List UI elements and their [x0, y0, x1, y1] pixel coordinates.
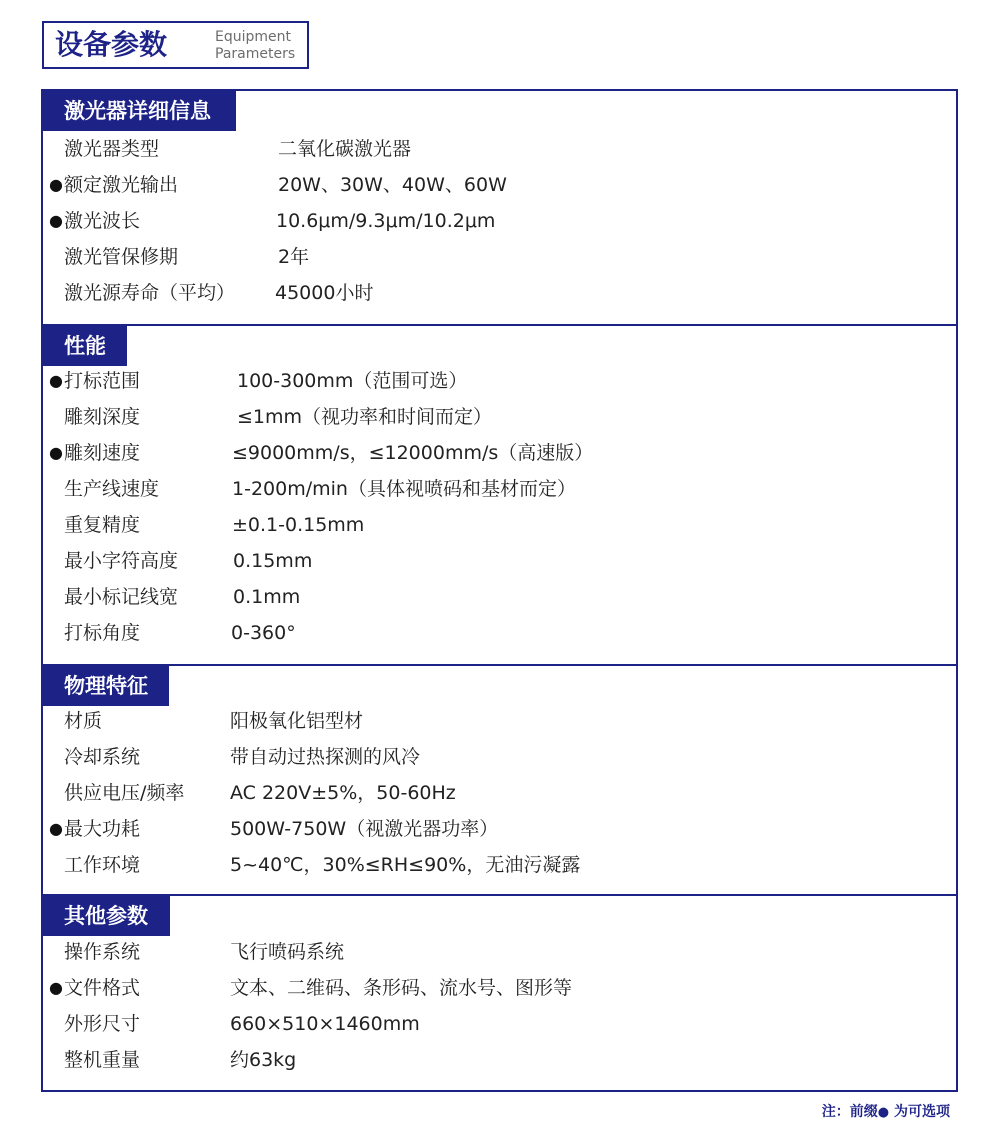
spec-value: 0.1mm: [233, 586, 301, 608]
section-header-laser-details: 激光器详细信息: [43, 91, 236, 131]
optional-bullet-icon: ●: [49, 211, 63, 230]
spec-value: 飞行喷码系统: [230, 941, 345, 963]
section-header-other: 其他参数: [43, 896, 170, 936]
spec-value: 100-300mm（范围可选）: [237, 370, 468, 392]
section-header-performance: 性能: [43, 326, 127, 366]
spec-label: 文件格式: [64, 977, 141, 999]
spec-value: 文本、二维码、条形码、流水号、图形等: [230, 977, 573, 999]
spec-row: [43, 399, 956, 435]
spec-value: 45000小时: [275, 282, 374, 304]
spec-row: [43, 739, 956, 775]
spec-label: 生产线速度: [64, 478, 160, 500]
spec-value: 2年: [278, 246, 310, 268]
spec-row: [43, 471, 956, 507]
optional-bullet-icon: ●: [49, 978, 63, 997]
page-title-chinese: 设备参数: [55, 28, 168, 61]
spec-value: ±0.1-0.15mm: [232, 514, 365, 536]
spec-value: 10.6μm/9.3μm/10.2μm: [276, 210, 496, 232]
page-title-english-line1: Equipment: [215, 29, 291, 45]
spec-label: 工作环境: [64, 854, 141, 876]
spec-label: 额定激光输出: [64, 174, 179, 196]
spec-value: 5~40℃，30%≤RH≤90%，无油污凝露: [230, 854, 581, 876]
section-header-physical: 物理特征: [43, 666, 169, 706]
spec-row: [43, 847, 956, 883]
page-title-english: [215, 29, 295, 63]
spec-label: 冷却系统: [64, 746, 141, 768]
spec-label: 激光器类型: [64, 138, 160, 160]
spec-row: [43, 239, 956, 275]
spec-label: 最大功耗: [64, 818, 141, 840]
spec-value: 二氧化碳激光器: [278, 138, 412, 160]
spec-row: [43, 811, 956, 847]
spec-value: 500W-750W（视激光器功率）: [230, 818, 499, 840]
spec-value: 1-200m/min（具体视喷码和基材而定）: [232, 478, 576, 500]
spec-label: 最小字符高度: [64, 550, 179, 572]
footnote-suffix: 为可选项: [894, 1104, 950, 1120]
spec-row: [43, 543, 956, 579]
spec-row: [43, 507, 956, 543]
spec-label: 打标角度: [64, 622, 141, 644]
footnote: [822, 1101, 950, 1121]
spec-value: 660×510×1460mm: [230, 1013, 420, 1035]
optional-bullet-icon: ●: [49, 371, 63, 390]
spec-row: [43, 970, 956, 1006]
spec-label: 外形尺寸: [64, 1013, 141, 1035]
spec-value: AC 220V±5%，50-60Hz: [230, 782, 456, 804]
spec-row: [43, 703, 956, 739]
spec-label: 重复精度: [64, 514, 141, 536]
spec-value: ≤9000mm/s，≤12000mm/s（高速版）: [232, 442, 594, 464]
spec-value: 0.15mm: [233, 550, 313, 572]
spec-row: [43, 275, 956, 311]
spec-label: 激光源寿命（平均）: [64, 282, 236, 304]
spec-row: [43, 167, 956, 203]
spec-label: 激光管保修期: [64, 246, 179, 268]
section-divider: [43, 664, 956, 666]
spec-row: [43, 615, 956, 651]
spec-value: 20W、30W、40W、60W: [278, 174, 507, 196]
spec-label: 操作系统: [64, 941, 141, 963]
spec-label: 激光波长: [64, 210, 141, 232]
spec-row: [43, 775, 956, 811]
spec-row: [43, 579, 956, 615]
spec-label: 整机重量: [64, 1049, 141, 1071]
section-divider: [43, 894, 956, 896]
spec-label: 材质: [64, 710, 103, 732]
spec-label: 雕刻速度: [64, 442, 141, 464]
spec-label: 供应电压/频率: [64, 782, 185, 804]
spec-row: [43, 203, 956, 239]
spec-row: [43, 131, 956, 167]
spec-label: 雕刻深度: [64, 406, 141, 428]
page-title: [42, 21, 309, 69]
spec-value: 带自动过热探测的风冷: [230, 746, 421, 768]
footnote-prefix: 注：前缀: [821, 1104, 878, 1120]
spec-value: ≤1mm（视功率和时间而定）: [237, 406, 493, 428]
optional-bullet-icon: ●: [49, 443, 63, 462]
spec-table: [41, 89, 958, 1092]
optional-bullet-icon: ●: [49, 819, 63, 838]
spec-label: 打标范围: [64, 370, 141, 392]
spec-row: [43, 1042, 956, 1078]
section-divider: [43, 324, 956, 326]
spec-row: [43, 934, 956, 970]
optional-bullet-icon: ●: [49, 175, 63, 194]
spec-row: [43, 1006, 956, 1042]
spec-value: 约63kg: [230, 1049, 297, 1071]
optional-bullet-icon: ●: [877, 1105, 890, 1120]
spec-row: [43, 435, 956, 471]
spec-value: 阳极氧化铝型材: [230, 710, 364, 732]
page-title-english-line2: Parameters: [215, 46, 296, 62]
spec-label: 最小标记线宽: [64, 586, 179, 608]
spec-value: 0-360°: [231, 622, 296, 644]
spec-row: [43, 363, 956, 399]
